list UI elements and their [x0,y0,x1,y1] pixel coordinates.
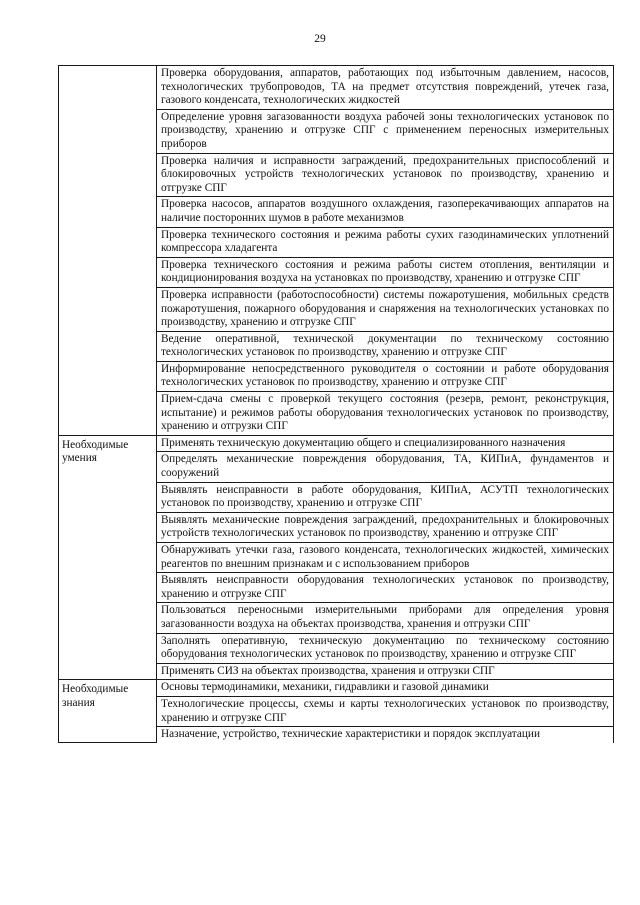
table-cell: Определять механические повреждения оборудования, ТА, КИПиА, фундаментов и сооружений [157,452,614,482]
table-cell: Проверка наличия и исправности заграждений, предохранительных приспособлений и блокировочных устройств технологических установок по производству, хранению и отгрузке СПГ [157,153,614,197]
table-cell: Ведение оперативной, технической документации по техническому состоянию технологических установок по производству, хранению и отгрузке СПГ [157,331,614,361]
section-label: Необходимые умения [59,435,157,680]
table-body [59,66,614,743]
table-cell: Применять техническую документацию общего и специализированного назначения [157,435,614,452]
section-label: Необходимые знания [59,680,157,743]
table-cell: Информирование непосредственного руководителя о состоянии и работе оборудования технологических установок по производству, хранению и отгрузке СПГ [157,361,614,391]
page-number: 29 [314,33,326,45]
table-cell: Проверка насосов, аппаратов воздушного охлаждения, газоперекачивающих аппаратов на наличие посторонних шумов в работе механизмов [157,197,614,227]
table-row [59,680,614,697]
table-row [59,66,614,110]
table-cell: Пользоваться переносными измерительными приборами для определения уровня загазованности воздуха на объектах производства, хранения и отгрузки СПГ [157,603,614,633]
table-cell: Определение уровня загазованности воздуха рабочей зоны технологических установок по производству, хранению и отгрузке СПГ с применением переносных измерительных приборов [157,109,614,153]
table-cell: Проверка исправности (работоспособности) системы пожаротушения, мобильных средств пожаротушения, пожарного оборудования и снаряжения на технологических установках по производству, хранению и отгрузке СПГ [157,287,614,331]
table-cell: Проверка оборудования, аппаратов, работающих под избыточным давлением, насосов, технологических трубопроводов, ТА на предмет отсутствия повреждений, утечек газа, газового конденсата, технологических жидкостей [157,66,614,110]
table-cell: Применять СИЗ на объектах производства, хранения и отгрузки СПГ [157,663,614,680]
section-label [59,66,157,436]
table-cell: Выявлять механические повреждения заграждений, предохранительных и блокировочных устройств технологических установок по производству, хранению и отгрузке СПГ [157,512,614,542]
table-cell: Проверка технического состояния и режима работы систем отопления, вентиляции и кондиционирования воздуха на установках по производству, хранению и отгрузке СПГ [157,257,614,287]
table-cell: Обнаруживать утечки газа, газового конденсата, технологических жидкостей, химических реагентов по внешним признакам и с использованием приборов [157,543,614,573]
table-cell: Заполнять оперативную, техническую документацию по техническому состоянию оборудования технологических установок по производству, хранению и отгрузке СПГ [157,633,614,663]
table-cell: Выявлять неисправности оборудования технологических установок по производству, хранению и отгрузке СПГ [157,573,614,603]
table-cell: Проверка технического состояния и режима работы сухих газодинамических уплотнений компрессора хладагента [157,227,614,257]
table-cell: Прием-сдача смены с проверкой текущего состояния (резерв, ремонт, реконструкция, испытание) и режимов работы оборудования технологических установок по производству, хранению и отгрузки СПГ [157,392,614,436]
table-cell: Назначение, устройство, технические характеристики и порядок эксплуатации [157,727,614,743]
table-cell: Выявлять неисправности в работе оборудования, КИПиА, АСУТП технологических установок по производству, хранению и отгрузке СПГ [157,482,614,512]
table-row [59,435,614,452]
table-cell: Технологические процессы, схемы и карты технологических установок по производству, хранению и отгрузке СПГ [157,696,614,726]
table-cell: Основы термодинамики, механики, гидравлики и газовой динамики [157,680,614,697]
requirements-table [58,65,614,743]
